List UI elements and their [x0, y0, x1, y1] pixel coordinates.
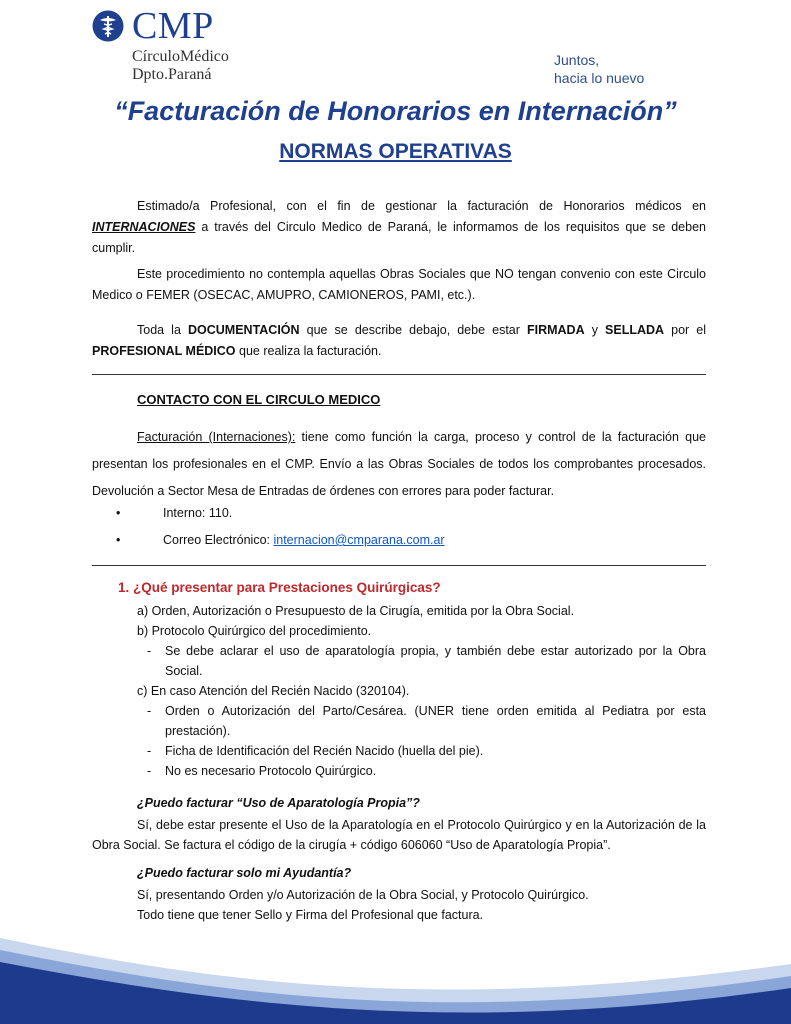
bullet-email: • Correo Electrónico: internacion@cmparana.com.ar — [116, 533, 445, 547]
org-name-line1: CírculoMédico — [132, 48, 229, 65]
intro-paragraph-1: Estimado/a Profesional, con el fin de gestionar la facturación de Honorarios médicos en INTERNACIONES a través del Circulo Medico de Paraná, le informamos de los requisitos que se deben cumplir. — [92, 199, 706, 255]
tagline-line1: Juntos, — [554, 52, 600, 68]
logo-wordmark: CMP — [132, 5, 214, 47]
internaciones-emphasis: INTERNACIONES — [92, 220, 196, 234]
section-divider — [92, 374, 706, 375]
bullet-dot: • — [116, 506, 121, 520]
faq-question-2: ¿Puedo facturar solo mi Ayudantía? — [137, 866, 352, 880]
faq-answer-2-line-1: Sí, presentando Orden y/o Autorización de la Obra Social, y Protocolo Quirúrgico. — [137, 888, 589, 902]
facturacion-paragraph: Facturación (Internaciones): tiene como función la carga, proceso y control de la facturación que presentan los profesionales en el CMP. Envío a las Obras Sociales de todos los comprobantes procesados. Devolución a Sector Mesa de Entradas de órdenes con errores para poder facturar. — [92, 430, 706, 498]
bullet-dot: • — [116, 533, 121, 547]
faq-answer-2-line-2: Todo tiene que tener Sello y Firma del Profesional que factura. — [137, 908, 484, 922]
section-divider — [92, 565, 706, 566]
facturacion-label: Facturación (Internaciones): — [137, 430, 296, 444]
item-c-dash-2: - Ficha de Identificación del Recién Nacido (huella del pie). — [147, 744, 484, 758]
document-subtitle: NORMAS OPERATIVAS — [279, 140, 512, 163]
item-a: a) Orden, Autorización o Presupuesto de la Cirugía, emitida por la Obra Social. — [137, 604, 575, 618]
item-b: b) Protocolo Quirúrgico del procedimiento. — [137, 624, 372, 638]
item-b-dash-1: - Se debe aclarar el uso de aparatología propia, y también debe estar autorizado por la Obra Social. — [147, 644, 706, 678]
faq-answer-1: Sí, debe estar presente el Uso de la Aparatología en el Protocolo Quirúrgico y en la Autorización de la Obra Social. Se factura el código de la cirugía + código 606060 “Uso de Aparatología Propia”. — [92, 818, 706, 852]
contact-heading: CONTACTO CON EL CIRCULO MEDICO — [137, 392, 381, 407]
email-link[interactable]: internacion@cmparana.com.ar — [273, 533, 445, 547]
footer-wave-decoration — [0, 924, 791, 1024]
intro-paragraph-3: Toda la DOCUMENTACIÓN que se describe debajo, debe estar FIRMADA y SELLADA por el PROFESIONAL MÉDICO que realiza la facturación. — [92, 323, 707, 358]
tagline-line2: hacia lo nuevo — [554, 70, 645, 86]
caduceus-logo-icon — [92, 10, 124, 42]
intro-paragraph-2: Este procedimiento no contempla aquellas Obras Sociales que NO tengan convenio con este Circulo Medico o FEMER (OSECAC, AMUPRO, CAMIONEROS, PAMI, etc.). — [92, 267, 706, 302]
org-name-line2: Dpto.Paraná — [132, 66, 212, 83]
document-title: “Facturación de Honorarios en Internación” — [114, 96, 677, 126]
section-1-heading: 1. ¿Qué presentar para Prestaciones Quirúrgicas? — [118, 580, 441, 595]
item-c: c) En caso Atención del Recién Nacido (320104). — [137, 684, 410, 698]
item-c-dash-3: - No es necesario Protocolo Quirúrgico. — [147, 764, 377, 778]
faq-question-1: ¿Puedo facturar “Uso de Aparatología Propia”? — [137, 796, 420, 810]
item-c-dash-1: - Orden o Autorización del Parto/Cesárea. (UNER tiene orden emitida al Pediatra por esta prestación). — [147, 704, 706, 738]
bullet-interno: • Interno: 110. — [116, 506, 233, 520]
